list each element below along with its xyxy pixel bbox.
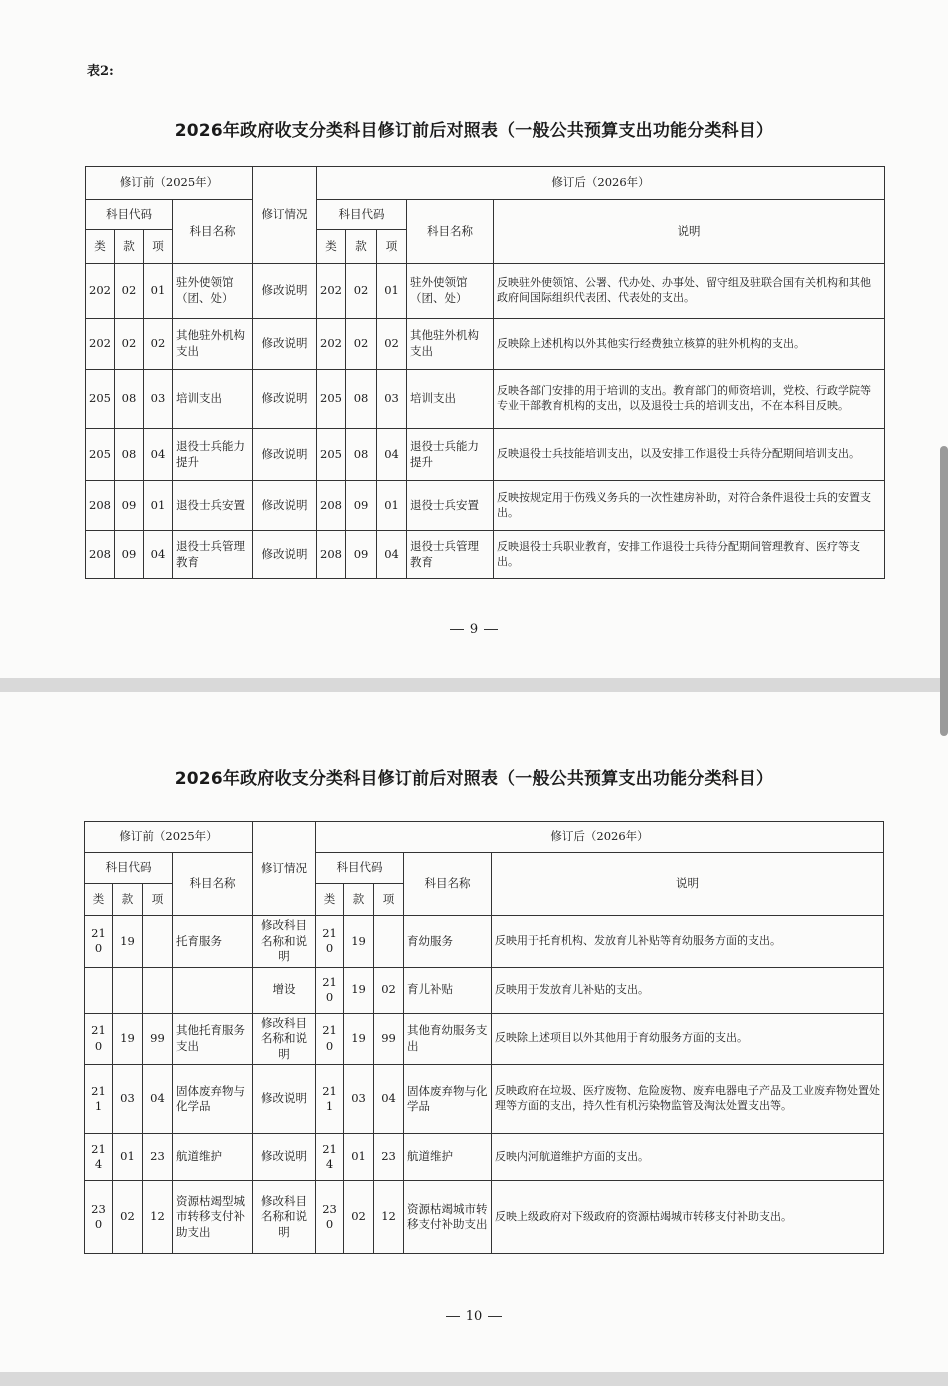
cell-xiang: 03 <box>144 370 173 429</box>
header-xiang: 项 <box>144 230 173 264</box>
header-after: 修订后（2026年） <box>316 822 884 853</box>
header-name: 科目名称 <box>173 200 253 264</box>
header-new-xiang: 项 <box>374 884 404 916</box>
cell-new-name: 培训支出 <box>407 370 494 429</box>
cell-status: 修改科目名称和说明 <box>253 916 316 968</box>
cell-name: 培训支出 <box>173 370 253 429</box>
header-new-xiang: 项 <box>377 230 407 264</box>
cell-explain: 反映政府在垃圾、医疗废物、危险废物、废弃电器电子产品及工业废弃物处置处理等方面的支出，持久性有机污染物监管及淘汰处置支出等。 <box>492 1065 884 1134</box>
table-row <box>86 370 885 429</box>
cell-kuan: 02 <box>113 1181 143 1254</box>
cell-new-kuan: 02 <box>346 264 377 319</box>
cell-name: 退役士兵管理教育 <box>173 531 253 579</box>
cell-kuan: 03 <box>113 1065 143 1134</box>
cell-new-lei: 214 <box>316 1134 344 1181</box>
cell-status: 增设 <box>253 967 316 1013</box>
cell-new-xiang: 23 <box>374 1134 404 1181</box>
cell-new-name: 退役士兵安置 <box>407 481 494 531</box>
cell-new-xiang: 04 <box>374 1065 404 1134</box>
cell-new-xiang: 02 <box>374 967 404 1013</box>
document-page-9 <box>0 0 948 678</box>
cell-kuan: 08 <box>115 370 144 429</box>
cell-new-lei: 211 <box>316 1065 344 1134</box>
cell-lei: 210 <box>85 916 113 968</box>
cell-lei <box>85 967 113 1013</box>
cell-xiang: 99 <box>143 1013 173 1065</box>
cell-new-name: 退役士兵能力提升 <box>407 429 494 481</box>
header-before: 修订前（2025年） <box>86 167 253 200</box>
header-kuan: 款 <box>113 884 143 916</box>
cell-new-kuan: 19 <box>344 1013 374 1065</box>
cell-name: 驻外使领馆（团、处） <box>173 264 253 319</box>
cell-new-lei: 210 <box>316 1013 344 1065</box>
cell-status: 修改说明 <box>253 319 317 370</box>
cell-kuan: 02 <box>115 319 144 370</box>
cell-new-kuan: 09 <box>346 531 377 579</box>
cell-status: 修改说明 <box>253 1065 316 1134</box>
cell-lei: 208 <box>86 481 115 531</box>
cell-new-kuan: 01 <box>344 1134 374 1181</box>
cell-lei: 202 <box>86 264 115 319</box>
header-new-code: 科目代码 <box>317 200 407 230</box>
table-row <box>85 1181 884 1254</box>
cell-name: 其他托育服务支出 <box>173 1013 253 1065</box>
page-number-dash-right <box>488 1316 502 1317</box>
cell-new-xiang: 99 <box>374 1013 404 1065</box>
table-row <box>85 1065 884 1134</box>
cell-status: 修改说明 <box>253 481 317 531</box>
cell-explain: 反映上级政府对下级政府的资源枯竭城市转移支付补助支出。 <box>492 1181 884 1254</box>
header-new-lei: 类 <box>316 884 344 916</box>
header-after: 修订后（2026年） <box>317 167 885 200</box>
cell-name: 固体废弃物与化学品 <box>173 1065 253 1134</box>
cell-kuan: 08 <box>115 429 144 481</box>
cell-new-xiang <box>374 916 404 968</box>
page-number-value: 9 <box>469 622 479 637</box>
cell-new-xiang: 12 <box>374 1181 404 1254</box>
cell-name: 退役士兵安置 <box>173 481 253 531</box>
page-title: 2026年政府收支分类科目修订前后对照表（一般公共预算支出功能分类科目） <box>174 121 774 141</box>
cell-lei: 205 <box>86 429 115 481</box>
cell-lei: 202 <box>86 319 115 370</box>
cell-explain: 反映用于发放育儿补贴的支出。 <box>492 967 884 1013</box>
cell-xiang: 01 <box>144 481 173 531</box>
scrollbar-thumb[interactable] <box>940 446 948 736</box>
cell-xiang: 04 <box>143 1065 173 1134</box>
header-xiang: 项 <box>143 884 173 916</box>
header-new-code: 科目代码 <box>316 853 404 884</box>
header-kuan: 款 <box>115 230 144 264</box>
table-row <box>85 967 884 1013</box>
cell-new-xiang: 03 <box>377 370 407 429</box>
cell-new-name: 育幼服务 <box>404 916 492 968</box>
cell-explain: 反映除上述机构以外其他实行经费独立核算的驻外机构的支出。 <box>494 319 885 370</box>
comparison-table-1 <box>85 166 885 579</box>
cell-xiang: 23 <box>143 1134 173 1181</box>
document-page-10 <box>0 692 948 1372</box>
cell-status: 修改说明 <box>253 429 317 481</box>
header-lei: 类 <box>85 884 113 916</box>
cell-name: 资源枯竭型城市转移支付补助支出 <box>173 1181 253 1254</box>
cell-xiang <box>143 916 173 968</box>
cell-explain: 反映按规定用于伤残义务兵的一次性建房补助，对符合条件退役士兵的安置支出。 <box>494 481 885 531</box>
cell-status: 修改说明 <box>253 264 317 319</box>
cell-name: 其他驻外机构支出 <box>173 319 253 370</box>
header-lei: 类 <box>86 230 115 264</box>
cell-xiang: 12 <box>143 1181 173 1254</box>
cell-new-lei: 202 <box>317 264 346 319</box>
cell-new-lei: 210 <box>316 916 344 968</box>
cell-new-xiang: 04 <box>377 531 407 579</box>
header-new-name: 科目名称 <box>407 200 494 264</box>
cell-kuan: 09 <box>115 481 144 531</box>
header-new-kuan: 款 <box>344 884 374 916</box>
page-number-value: 10 <box>465 1309 483 1324</box>
header-new-name: 科目名称 <box>404 853 492 916</box>
cell-kuan: 19 <box>113 1013 143 1065</box>
cell-kuan: 02 <box>115 264 144 319</box>
cell-lei: 230 <box>85 1181 113 1254</box>
header-new-kuan: 款 <box>346 230 377 264</box>
table-row <box>85 1013 884 1065</box>
cell-new-xiang: 02 <box>377 319 407 370</box>
cell-explain: 反映退役士兵技能培训支出，以及安排工作退役士兵待分配期间培训支出。 <box>494 429 885 481</box>
cell-new-kuan: 08 <box>346 370 377 429</box>
page-number-dash-left <box>446 1316 460 1317</box>
header-explain: 说明 <box>494 200 885 264</box>
cell-kuan: 19 <box>113 916 143 968</box>
header-status: 修订情况 <box>253 822 316 916</box>
cell-new-name: 其他育幼服务支出 <box>404 1013 492 1065</box>
cell-explain: 反映驻外使领馆、公署、代办处、办事处、留守组及驻联合国有关机构和其他政府间国际组织代表团、代表处的支出。 <box>494 264 885 319</box>
cell-new-kuan: 08 <box>346 429 377 481</box>
page-number-dash-right <box>484 629 498 630</box>
cell-name: 航道维护 <box>173 1134 253 1181</box>
cell-status: 修改说明 <box>253 1134 316 1181</box>
cell-explain: 反映各部门安排的用于培训的支出。教育部门的师资培训，党校、行政学院等专业干部教育机构的支出，以及退役士兵的培训支出，不在本科目反映。 <box>494 370 885 429</box>
cell-new-name: 资源枯竭城市转移支付补助支出 <box>404 1181 492 1254</box>
cell-explain: 反映除上述项目以外其他用于育幼服务方面的支出。 <box>492 1013 884 1065</box>
cell-status: 修改说明 <box>253 370 317 429</box>
cell-new-lei: 208 <box>317 481 346 531</box>
page-number <box>0 622 948 637</box>
page-number-dash-left <box>450 629 464 630</box>
cell-new-lei: 205 <box>317 429 346 481</box>
cell-new-xiang: 04 <box>377 429 407 481</box>
cell-new-lei: 208 <box>317 531 346 579</box>
table-body-1 <box>86 167 885 579</box>
page-title: 2026年政府收支分类科目修订前后对照表（一般公共预算支出功能分类科目） <box>174 769 774 789</box>
cell-xiang: 04 <box>144 429 173 481</box>
cell-new-lei: 202 <box>317 319 346 370</box>
cell-xiang: 01 <box>144 264 173 319</box>
cell-new-xiang: 01 <box>377 264 407 319</box>
header-code: 科目代码 <box>85 853 173 884</box>
cell-new-kuan: 09 <box>346 481 377 531</box>
header-before: 修订前（2025年） <box>85 822 253 853</box>
cell-explain: 反映用于托育机构、发放育儿补贴等育幼服务方面的支出。 <box>492 916 884 968</box>
cell-new-xiang: 01 <box>377 481 407 531</box>
cell-new-kuan: 19 <box>344 967 374 1013</box>
cell-name: 托育服务 <box>173 916 253 968</box>
cell-new-kuan: 02 <box>344 1181 374 1254</box>
cell-new-kuan: 03 <box>344 1065 374 1134</box>
cell-xiang: 02 <box>144 319 173 370</box>
cell-new-lei: 230 <box>316 1181 344 1254</box>
cell-kuan: 01 <box>113 1134 143 1181</box>
cell-kuan: 09 <box>115 531 144 579</box>
table-row <box>86 531 885 579</box>
cell-kuan <box>113 967 143 1013</box>
page-number <box>0 1309 948 1324</box>
header-status: 修订情况 <box>253 167 317 264</box>
table-label: 表2: <box>87 64 114 79</box>
cell-new-name: 育儿补贴 <box>404 967 492 1013</box>
header-name: 科目名称 <box>173 853 253 916</box>
cell-lei: 211 <box>85 1065 113 1134</box>
cell-new-kuan: 02 <box>346 319 377 370</box>
cell-explain: 反映内河航道维护方面的支出。 <box>492 1134 884 1181</box>
cell-new-kuan: 19 <box>344 916 374 968</box>
cell-new-name: 航道维护 <box>404 1134 492 1181</box>
table-body-2 <box>85 822 884 1254</box>
table-row <box>86 429 885 481</box>
cell-status: 修改科目名称和说明 <box>253 1013 316 1065</box>
cell-new-name: 退役士兵管理教育 <box>407 531 494 579</box>
cell-lei: 205 <box>86 370 115 429</box>
cell-name <box>173 967 253 1013</box>
cell-explain: 反映退役士兵职业教育，安排工作退役士兵待分配期间管理教育、医疗等支出。 <box>494 531 885 579</box>
cell-new-lei: 205 <box>317 370 346 429</box>
cell-new-name: 驻外使领馆（团、处） <box>407 264 494 319</box>
cell-status: 修改科目名称和说明 <box>253 1181 316 1254</box>
table-row <box>86 481 885 531</box>
cell-new-name: 固体废弃物与化学品 <box>404 1065 492 1134</box>
header-explain: 说明 <box>492 853 884 916</box>
cell-new-name: 其他驻外机构支出 <box>407 319 494 370</box>
cell-lei: 214 <box>85 1134 113 1181</box>
cell-xiang: 04 <box>144 531 173 579</box>
cell-name: 退役士兵能力提升 <box>173 429 253 481</box>
table-row <box>86 319 885 370</box>
header-new-lei: 类 <box>317 230 346 264</box>
table-row <box>85 916 884 968</box>
cell-lei: 208 <box>86 531 115 579</box>
table-row <box>86 264 885 319</box>
cell-new-lei: 210 <box>316 967 344 1013</box>
cell-xiang <box>143 967 173 1013</box>
cell-lei: 210 <box>85 1013 113 1065</box>
cell-status: 修改说明 <box>253 531 317 579</box>
comparison-table-2 <box>84 821 884 1254</box>
table-row <box>85 1134 884 1181</box>
header-code: 科目代码 <box>86 200 173 230</box>
